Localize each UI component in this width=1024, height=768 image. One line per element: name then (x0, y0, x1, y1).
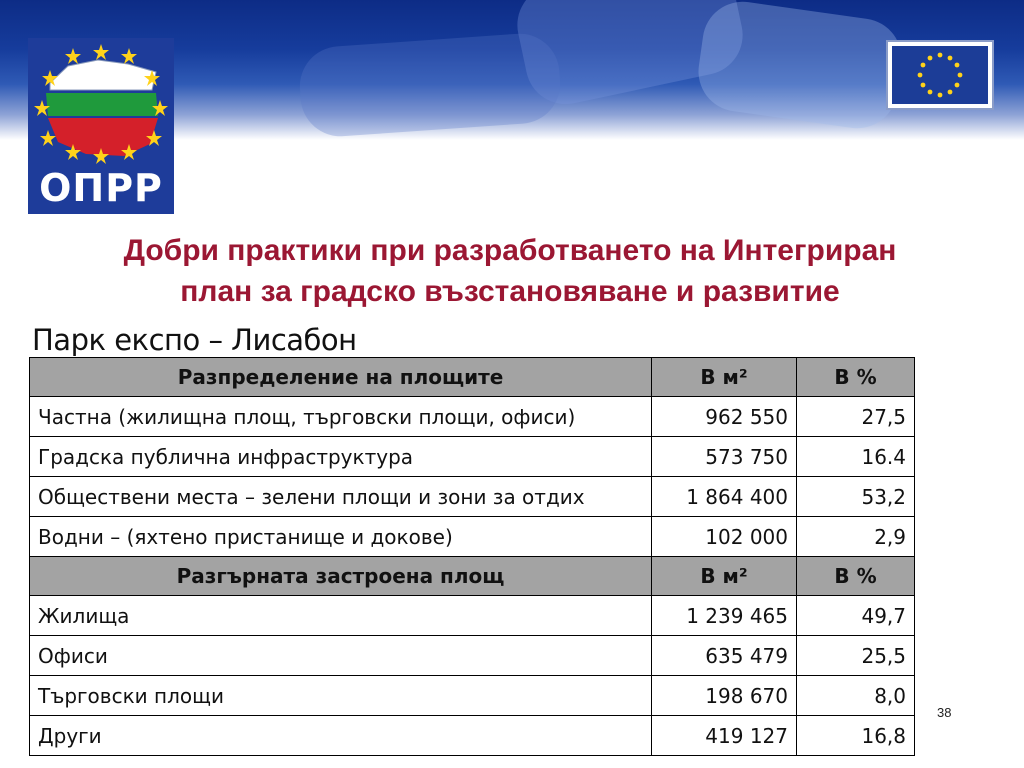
page-number: 38 (937, 705, 952, 720)
table-cell: 962 550 (652, 397, 797, 437)
table-cell: 198 670 (652, 676, 797, 716)
table-header-cell: В м² (652, 358, 797, 397)
bulgaria-map-icon (28, 38, 174, 168)
table-cell: 102 000 (652, 517, 797, 557)
table-cell: 49,7 (797, 596, 915, 636)
table-row (30, 596, 915, 636)
table-cell: 16,8 (797, 716, 915, 756)
table-cell: 53,2 (797, 477, 915, 517)
page-subtitle: Парк експо – Лисабон (32, 323, 357, 357)
table-header-cell: В % (797, 557, 915, 596)
table-header-cell: В % (797, 358, 915, 397)
table-row (30, 517, 915, 557)
table-cell: 635 479 (652, 636, 797, 676)
table-cell: Градска публична инфраструктура (30, 437, 652, 477)
table-row (30, 636, 915, 676)
table-cell: 16.4 (797, 437, 915, 477)
puzzle-piece-decoration (693, 0, 906, 133)
table-header-row (30, 557, 915, 596)
title-line-1: Добри практики при разработването на Интегриран (123, 234, 897, 267)
table-header-row (30, 358, 915, 397)
table-header-cell: Разгърната застроена площ (30, 557, 652, 596)
logo-text: ОПРР (39, 166, 163, 210)
table-row (30, 477, 915, 517)
table-cell: Търговски площи (30, 676, 652, 716)
table-cell: Жилища (30, 596, 652, 636)
table-header-cell: Разпределение на площите (30, 358, 652, 397)
table-row (30, 397, 915, 437)
table-cell: 1 864 400 (652, 477, 797, 517)
table-cell: 2,9 (797, 517, 915, 557)
title-line-2: план за градско възстановяване и развитие (180, 275, 840, 308)
table-cell: 573 750 (652, 437, 797, 477)
table-cell: 25,5 (797, 636, 915, 676)
table-row (30, 676, 915, 716)
eu-stars-icon (892, 46, 988, 104)
table-row (30, 716, 915, 756)
page-title (30, 230, 990, 312)
table-cell: Други (30, 716, 652, 756)
table-cell: 1 239 465 (652, 596, 797, 636)
table-cell: 27,5 (797, 397, 915, 437)
table-cell: 419 127 (652, 716, 797, 756)
area-distribution-table (29, 357, 915, 756)
table-header-cell: В м² (652, 557, 797, 596)
table-row (30, 437, 915, 477)
table-cell: 8,0 (797, 676, 915, 716)
table-cell: Обществени места – зелени площи и зони за отдих (30, 477, 652, 517)
opr-logo (28, 38, 174, 214)
puzzle-piece-decoration (297, 31, 563, 139)
table-cell: Частна (жилищна площ, търговски площи, офиси) (30, 397, 652, 437)
table-cell: Офиси (30, 636, 652, 676)
table-cell: Водни – (яхтено пристанище и докове) (30, 517, 652, 557)
eu-flag-icon (886, 40, 994, 110)
